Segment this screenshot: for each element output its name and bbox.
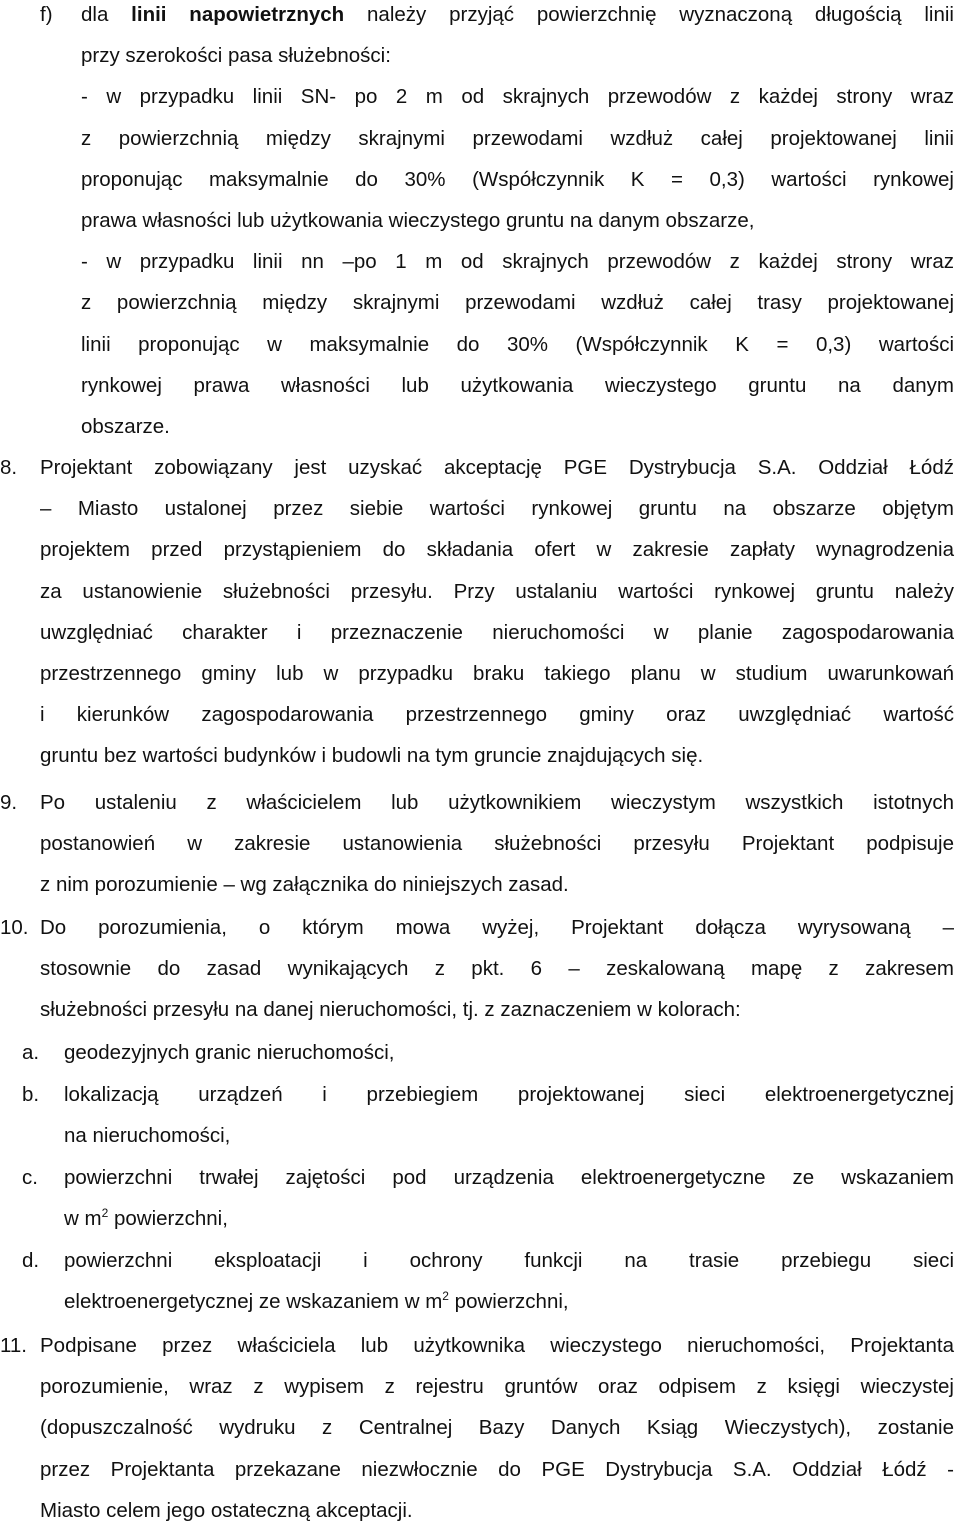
- text-line: geodezyjnych granic nieruchomości,: [64, 1041, 395, 1064]
- item-10-text: [40, 907, 954, 1031]
- text-line: stosownie do zasad wynikających z pkt. 6 – zeskalowaną mapę z zakresem: [40, 957, 954, 981]
- item-8-label: 8.: [0, 456, 18, 479]
- text-line: proponując maksymalnie do 30% (Współczynnik K = 0,3) wartości rynkowej: [81, 167, 954, 191]
- item-f-label: f): [40, 3, 53, 26]
- text-line: Podpisane przez właściciela lub użytkownika wieczystego nieruchomości, Projektanta: [40, 1334, 954, 1357]
- text-line: w $m^2$ powierzchni,: [64, 1206, 228, 1231]
- text-line: i kierunków zagospodarowania przestrzennego gminy oraz uwzględniać wartość: [40, 703, 954, 727]
- text-line: Po ustaleniu z właścicielem lub użytkownikiem wieczystym wszystkich istotnych: [40, 791, 954, 814]
- item-10b-text: [64, 1074, 954, 1156]
- text-line: - w przypadku linii SN- po 2 m od skrajnych przewodów z każdej strony wraz: [81, 85, 954, 109]
- text-line: z nim porozumienie – wg załącznika do niniejszych zasad.: [40, 873, 569, 897]
- item-11-text: [40, 1325, 954, 1531]
- text-line: porozumienie, wraz z wypisem z rejestru gruntów oraz odpisem z księgi wieczystej: [40, 1375, 954, 1399]
- text-line: – Miasto ustalonej przez siebie wartości rynkowej gruntu na obszarze objętym: [40, 497, 954, 521]
- text-line: postanowień w zakresie ustanowienia służebności przesyłu Projektant podpisuje: [40, 832, 954, 856]
- text-line: przestrzennego gminy lub w przypadku braku takiego planu w studium uwarunkowań: [40, 661, 954, 685]
- text-line: uwzględniać charakter i przeznaczenie nieruchomości w planie zagospodarowania: [40, 620, 954, 644]
- item-10a-label: a.: [22, 1041, 40, 1064]
- text-line: na nieruchomości,: [64, 1124, 231, 1148]
- text-line: Miasto celem jego ostateczną akceptacji.: [40, 1498, 413, 1522]
- text-line: Do porozumienia, o którym mowa wyżej, Projektant dołącza wyrysowaną –: [40, 916, 954, 939]
- text-line: lokalizacją urządzeń i przebiegiem projektowanej sieci elektroenergetycznej: [64, 1083, 954, 1106]
- text-line: obszarze.: [81, 414, 170, 438]
- item-9-label: 9.: [0, 791, 18, 814]
- item-10c-text: [64, 1157, 954, 1239]
- item-10c-label: c.: [22, 1166, 38, 1189]
- text-line: przez Projektanta przekazane niezwłocznie do PGE Dystrybucja S.A. Oddział Łódź -: [40, 1457, 954, 1481]
- text-line: dla linii napowietrznych należy przyjąć powierzchnię wyznaczoną długością linii: [81, 3, 954, 26]
- text-line: rynkowej prawa własności lub użytkowania wieczystego gruntu na danym: [81, 373, 954, 397]
- item-11-label: 11.: [0, 1334, 27, 1357]
- text-line: powierzchni eksploatacji i ochrony funkcji na trasie przebiegu sieci: [64, 1249, 954, 1272]
- text-line: - w przypadku linii nn –po 1 m od skrajnych przewodów z każdej strony wraz: [81, 250, 954, 274]
- text-line: linii proponując w maksymalnie do 30% (Współczynnik K = 0,3) wartości: [81, 332, 954, 356]
- text-line: z powierzchnią między skrajnymi przewodami wzdłuż całej trasy projektowanej: [81, 291, 954, 315]
- item-10-label: 10.: [0, 916, 29, 939]
- text-line: elektroenergetycznej ze wskazaniem w $m^2$ powierzchni,: [64, 1289, 569, 1314]
- text-line: za ustanowienie służebności przesyłu. Przy ustalaniu wartości rynkowej gruntu należy: [40, 579, 954, 603]
- item-10a-text: [64, 1032, 954, 1073]
- item-9-text: [40, 782, 954, 906]
- item-10d-label: d.: [22, 1249, 40, 1272]
- text-line: powierzchni trwałej zajętości pod urządzenia elektroenergetyczne ze wskazaniem: [64, 1166, 954, 1189]
- item-10d-text: [64, 1240, 954, 1322]
- text-line: gruntu bez wartości budynków i budowli na tym gruncie znajdujących się.: [40, 744, 704, 768]
- text-line: projektem przed przystąpieniem do składania ofert w zakresie zapłaty wynagrodzenia: [40, 538, 954, 562]
- text-line: z powierzchnią między skrajnymi przewodami wzdłuż całej projektowanej linii: [81, 126, 954, 150]
- text-line: służebności przesyłu na danej nieruchomości, tj. z zaznaczeniem w kolorach:: [40, 998, 741, 1022]
- item-10b-label: b.: [22, 1083, 40, 1106]
- text-line: prawa własności lub użytkowania wieczystego gruntu na danym obszarze,: [81, 208, 755, 232]
- item-f-text: [81, 0, 954, 447]
- text-line: (dopuszczalność wydruku z Centralnej Bazy Danych Ksiąg Wieczystych), zostanie: [40, 1416, 954, 1440]
- text-line: Projektant zobowiązany jest uzyskać akceptację PGE Dystrybucja S.A. Oddział Łódź: [40, 456, 954, 479]
- item-8-text: [40, 447, 954, 777]
- text-line: przy szerokości pasa służebności:: [81, 44, 391, 68]
